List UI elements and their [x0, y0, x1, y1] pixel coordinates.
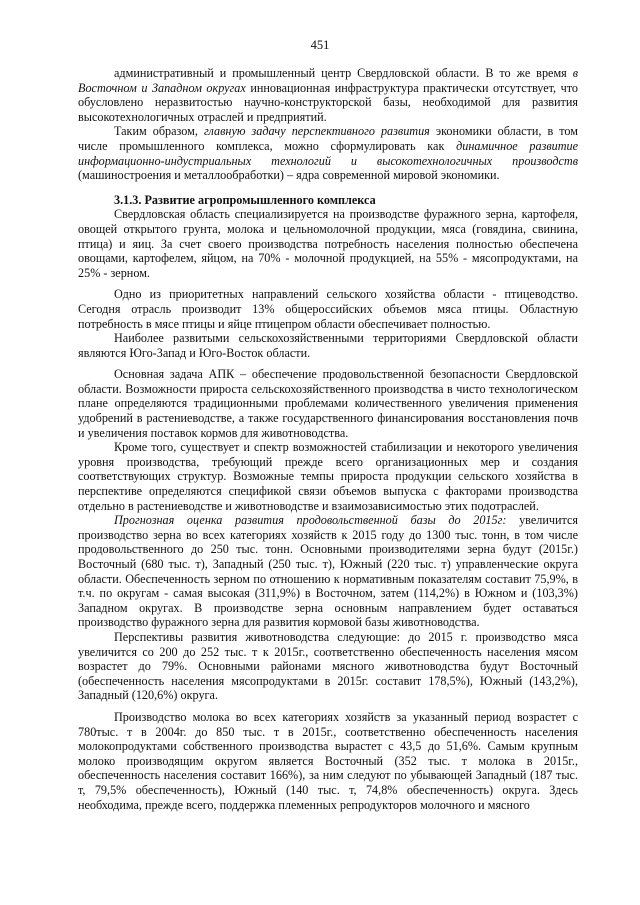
text-run-italic: в Восточном и Западном округах: [78, 66, 578, 95]
section-paragraph-8: [78, 710, 578, 812]
section-paragraph-7: [78, 630, 578, 703]
paragraph-2: [78, 124, 578, 182]
text-run-italic: главную задачу перспективного развития: [203, 124, 430, 139]
section-paragraph-5: [78, 440, 578, 513]
page-body: [78, 66, 578, 812]
text-run: Перспективы развития животноводства следующие: до 2015 г. производство мяса увеличится со 200 до 252 тыс. т к 2015г., соответственно обеспеченность населения мясом возрастет до 79%. Основными районами мясного животноводства будут Восточный (обеспеченность населения мясопродуктами в 2015г. составит 178,5%), Южный (143,2%), Западный (120,6%) округа.: [78, 629, 578, 703]
text-run: Основная задача АПК – обеспечение продовольственной безопасности Свердловской области. Возможности прироста сельскохозяйственного производства в чисто технологическом плане определяются традиционными проблемами количественного увеличения применения удобрений в растениеводстве, а также государственного финансирования восстановления почв и увеличения поставок кормов для животноводства.: [78, 367, 578, 440]
text-run-italic: динамичное развитие информационно-индустриальных технологий и высокотехнологичных производств: [78, 138, 579, 168]
section-paragraph-6: [78, 513, 578, 630]
text-run-italic: Прогнозная оценка развития продовольственной базы до 2015г:: [114, 513, 507, 528]
text-run: увеличится производство зерна во всех категориях хозяйств к 2015 году до 1300 тыс. тонн, в том числе продовольственного до 250 тыс. тонн. Основными производителями зерна будут (2015г.) Восточный (680 тыс. т), Западный (250 тыс. т), Южный (220 тыс. т) управленческие округа области. Обеспеченность зерном по отношению к нормативным показателям составит 75,9%, в т.ч. по округам - самая высокая (311,9%) в Восточном, затем (114,2%) в Южном и (103,3%) Западном округах. В производстве зерна основным направлением будет оставаться производство фуражного зерна для развития кормовой базы животноводства.: [78, 513, 579, 630]
section-paragraph-4: [78, 367, 578, 440]
text-run: Производство молока во всех категориях хозяйств за указанный период возрастет с 780тыс. т в 2004г. до 850 тыс. т в 2015г., соответственно обеспеченность населения молокопродуктами собственного производства вырастет с 43,5 до 51,6%. Самым крупным молоко производящим округом является Восточный (352 тыс. т молока в 2015г., обеспеченность населения составит 166%), за ним следуют по убывающей Западный (187 тыс. т, 79,5% обеспеченность), Южный (140 тыс. т, 74,8% обеспеченность) округа. Здесь необходима, прежде всего, поддержка племенных репродукторов молочного и мясного: [78, 709, 578, 812]
text-run: административный и промышленный центр Свердловской области. В то же время: [114, 66, 573, 80]
page-number: 451: [310, 38, 330, 52]
section-heading: 3.1.3. Развитие агропромышленного комплекса: [114, 192, 376, 207]
text-run: экономики области, в том числе промышленного комплекса, можно сформулировать как: [78, 124, 578, 153]
section-paragraph-2: [78, 287, 578, 331]
text-run: Наиболее развитыми сельскохозяйственными территориями Свердловской области являются Юго-Запад и Юго-Восток области.: [78, 331, 578, 360]
text-run: Свердловская область специализируется на производстве фуражного зерна, картофеля, овощей открытого грунта, молока и цельномолочной продукции, мяса (говядина, свинина, птица) и яиц. За счет своего производства потребность населения полностью обеспечена овощами, картофелем, яйцом, на 70% - молочной продукцией, на 55% - мясопродуктами, на 25% - зерном.: [78, 207, 578, 280]
section-paragraph-1: [78, 207, 578, 280]
text-run: Таким образом,: [114, 124, 204, 139]
text-run: Одно из приоритетных направлений сельского хозяйства области - птицеводство. Сегодня отрасль производит 13% общероссийских объемов мяса птицы. Областную потребность в мясе птицы и яйце птицепром области обеспечивает полностью.: [78, 287, 578, 331]
section-paragraph-3: [78, 331, 578, 360]
text-run: (машиностроения и металлообработки) – ядра современной мировой экономики.: [78, 168, 500, 183]
paragraph-1: [78, 66, 578, 124]
text-run: Кроме того, существует и спектр возможностей стабилизации и некоторого увеличения уровня производства, требующий прежде всего организационных мер и создания соответствующих структур. Возможные темпы прироста продукции сельского хозяйства в перспективе определяются спецификой связи объемов выпуска с факторами производства отдельно в растениеводстве и животноводстве и взаимозависимостью этих подотраслей.: [78, 440, 578, 513]
text-run: инновационная инфраструктура практически отсутствует, что обусловлено неразвитостью научно-конструкторской базы, необходимой для развития высокотехнологичных отраслей и предприятий.: [78, 80, 579, 124]
